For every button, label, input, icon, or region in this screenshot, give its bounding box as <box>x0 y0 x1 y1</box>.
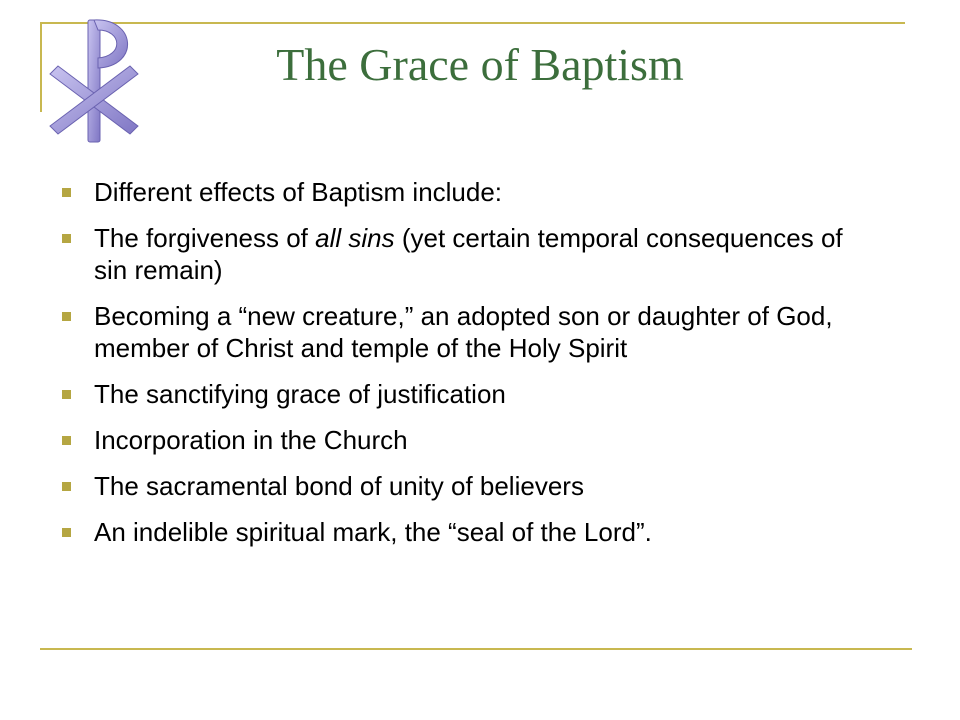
bullet-text-tail: (yet certain temporal consequences of sin remain) <box>94 223 843 285</box>
square-bullet-icon <box>62 390 71 399</box>
bullet-text: The sanctifying grace of justification <box>94 379 506 409</box>
bullet-text: Different effects of Baptism include: <box>94 177 503 207</box>
bullet-text: An indelible spiritual mark, the “seal of the Lord”. <box>94 517 652 547</box>
bullet-text: Becoming a “new creature,” an adopted son or daughter of God, member of Christ and temple of the Holy Spirit <box>94 301 833 363</box>
bullet-text: The sacramental bond of unity of believers <box>94 471 584 501</box>
bullet-item <box>58 222 858 286</box>
square-bullet-icon <box>62 312 71 321</box>
bullet-item <box>58 424 858 456</box>
bullet-text: The forgiveness of <box>94 223 316 253</box>
square-bullet-icon <box>62 528 71 537</box>
square-bullet-icon <box>62 436 71 445</box>
bullet-item <box>58 470 858 502</box>
square-bullet-icon <box>62 188 71 197</box>
bottom-rule <box>40 648 912 650</box>
square-bullet-icon <box>62 482 71 491</box>
bullet-list <box>58 176 858 562</box>
bullet-item <box>58 516 858 548</box>
bullet-item <box>58 176 858 208</box>
top-rule <box>40 22 905 24</box>
bullet-item <box>58 378 858 410</box>
bullet-emphasis: all sins <box>315 223 395 253</box>
bullet-text: Incorporation in the Church <box>94 425 408 455</box>
slide-title: The Grace of Baptism <box>276 39 684 90</box>
square-bullet-icon <box>62 234 71 243</box>
bullet-item <box>58 300 858 364</box>
